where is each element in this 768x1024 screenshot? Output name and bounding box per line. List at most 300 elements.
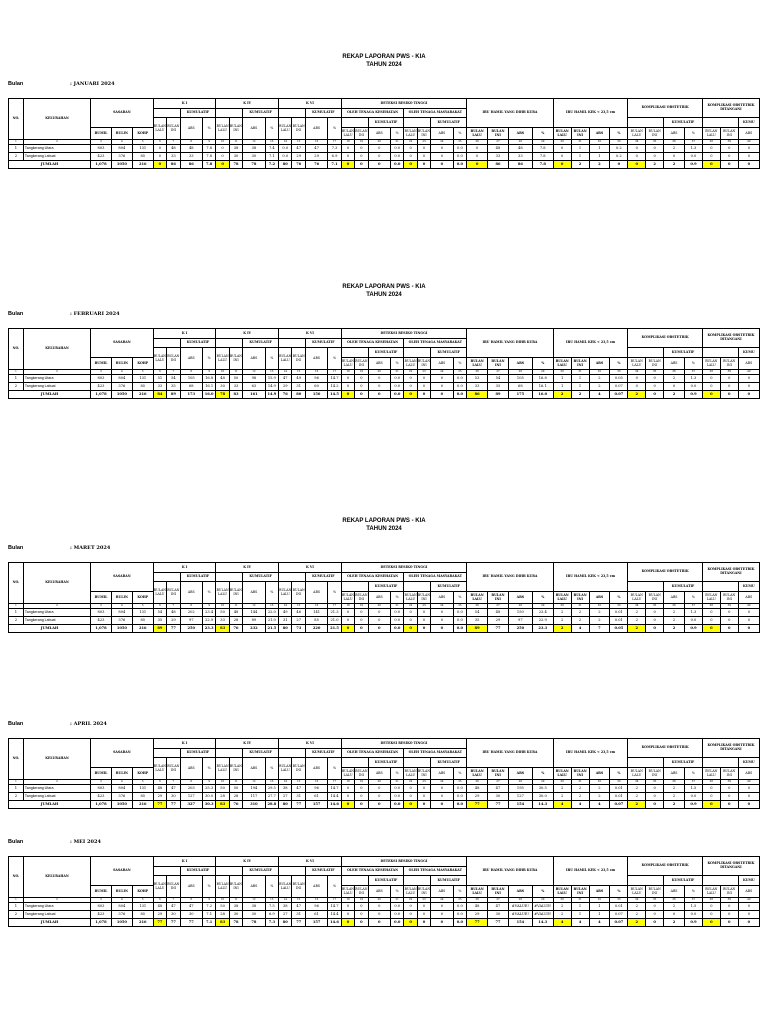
table-cell: 0 (467, 145, 488, 153)
total-cell: 0 (738, 801, 759, 809)
table-cell: 0.2 (610, 153, 628, 161)
total-cell: 89 (488, 391, 509, 399)
header-bulan-lalu: BULAN LALU (628, 886, 646, 898)
table-cell: 38 (229, 903, 242, 911)
column-number: 18 (341, 140, 354, 145)
table-cell: 0 (368, 903, 390, 911)
table-cell: 0.07 (610, 383, 628, 391)
total-cell: 0.9 (685, 161, 703, 169)
table-cell: 28 (229, 793, 242, 801)
header-kumulatif: KUMULATIF (243, 867, 279, 876)
table-cell: 0 (628, 375, 646, 383)
header-no: NO. (9, 99, 24, 140)
table-cell: 0.0 (453, 153, 467, 161)
column-number: 19 (355, 780, 368, 785)
column-number: 14 (279, 898, 292, 903)
column-number: 34 (628, 140, 646, 145)
table-cell: 0 (431, 609, 453, 617)
header-bulan-lalu: BULAN LALU (216, 758, 229, 780)
column-number: 28 (508, 898, 532, 903)
total-cell: 77 (167, 801, 180, 809)
table-cell: 376 (111, 617, 132, 625)
header-blank (628, 582, 664, 592)
header-bulin: BULIN (111, 358, 132, 370)
header-kumulatif: KUMULATIF (664, 876, 703, 886)
column-number: 25 (453, 780, 467, 785)
table-cell: 0.0 (390, 903, 403, 911)
header-bulan-lalu: BULAN LALU (467, 358, 488, 370)
table-cell: 0.01 (610, 617, 628, 625)
table-cell: 195 (508, 785, 532, 793)
column-number: 20 (368, 370, 390, 375)
table-cell: 30 (167, 793, 180, 801)
table-cell: 7.5 (265, 903, 278, 911)
header-bulan-lalu: BULAN LALU (553, 768, 571, 780)
header-abs: ABS (243, 876, 265, 898)
table-cell: 33 (153, 383, 166, 391)
header-pct: % (390, 358, 403, 370)
column-number: 36 (664, 604, 685, 609)
column-number: 1 (9, 140, 24, 145)
header-abs: ABS (368, 592, 390, 604)
column-number: 18 (341, 898, 354, 903)
table-cell: 54 (167, 375, 180, 383)
header-kumulatif: KUMULATIF (305, 339, 341, 348)
table-cell: 30 (488, 911, 509, 919)
column-number: 14 (279, 370, 292, 375)
total-cell: 0.9 (685, 625, 703, 633)
table-cell: 31 (292, 793, 305, 801)
table-cell: 30.0 (532, 793, 553, 801)
table-cell: 0 (702, 911, 720, 919)
total-cell: 0.0 (390, 161, 403, 169)
header-bulan-lalu: BULAN LALU (467, 592, 488, 604)
column-number: 6 (153, 604, 166, 609)
total-cell: 76 (229, 801, 242, 809)
header-abs: ABS (180, 582, 202, 604)
table-cell: 29 (467, 793, 488, 801)
table-cell: 30 (488, 793, 509, 801)
kelurahan-name: Tangkerang Labuai (23, 911, 90, 919)
table-cell: 0.0 (390, 375, 403, 383)
column-number: 8 (180, 140, 202, 145)
column-number: 38 (702, 898, 720, 903)
column-number: 29 (532, 604, 553, 609)
jumlah-label: JUMLAH (9, 919, 91, 927)
table-cell: 0 (404, 793, 417, 801)
column-number: 3 (91, 140, 112, 145)
header-blank (628, 118, 664, 128)
column-number: 35 (646, 370, 664, 375)
header-bulan-lalu: BULAN LALU (404, 768, 417, 780)
column-number: 13 (265, 140, 278, 145)
header-deteksi: DETEKSI RESIKO TINGGI (341, 563, 466, 573)
table-cell: 131 (132, 903, 153, 911)
header-blank (279, 109, 306, 118)
table-cell: 1 (571, 145, 589, 153)
table-cell: 6.9 (265, 911, 278, 919)
total-cell: 14.6 (328, 801, 341, 809)
total-cell: 161 (243, 391, 265, 399)
header-oleh-nakes: OLEH TENAGA KESEHATAN (341, 749, 404, 758)
header-kumulatif: KUMULATIF (243, 339, 279, 348)
header-ibu-hamil-hb: IBU HAMIL YANG DIHB KURA (467, 563, 554, 592)
total-cell: 0 (610, 161, 628, 169)
header-blank (279, 573, 306, 582)
header-abs: ABS (243, 582, 265, 604)
table-cell: 202 (180, 609, 202, 617)
header-bumil: BUMIL (91, 592, 112, 604)
header-pct: % (328, 876, 341, 898)
header-blank (216, 573, 243, 582)
header-abs: ABS (508, 592, 532, 604)
table-cell: 127 (508, 793, 532, 801)
total-cell: 0 (702, 161, 720, 169)
header-blank (153, 109, 180, 118)
header-kelurahan: KELURAHAN (23, 329, 90, 370)
header-bulan-lalu: BULAN LALU (153, 758, 166, 780)
total-cell: 89 (167, 391, 180, 399)
table-cell: 0 (368, 617, 390, 625)
table-cell: 0 (341, 911, 354, 919)
header-k4: K IV (216, 739, 279, 749)
table-cell: 1 (589, 911, 610, 919)
header-kohp: KOHP (132, 886, 153, 898)
header-abs: ABS (368, 128, 390, 140)
pws-kia-table (8, 98, 760, 169)
table-cell: 0 (702, 609, 720, 617)
header-bulan-ini: BULAN INI (646, 768, 664, 780)
column-number: 23 (417, 780, 430, 785)
column-number: 9 (202, 370, 215, 375)
header-abs: ABS (589, 886, 610, 898)
table-cell: 7.8 (202, 145, 215, 153)
header-blank (341, 348, 368, 358)
column-number: 6 (153, 140, 166, 145)
column-number: 13 (265, 780, 278, 785)
column-number: 31 (571, 140, 589, 145)
table-cell: 35 (467, 617, 488, 625)
total-cell: 76 (292, 161, 305, 169)
table-cell: 27.7 (265, 793, 278, 801)
column-number: 10 (216, 898, 229, 903)
column-number: 28 (508, 370, 532, 375)
column-number: 16 (305, 370, 327, 375)
total-cell: 86 (508, 161, 532, 169)
header-bulan-ini: BULAN INI (417, 358, 430, 370)
column-number: 31 (571, 604, 589, 609)
table-cell: 0 (628, 145, 646, 153)
column-number: 40 (738, 370, 759, 375)
pws-kia-table (8, 562, 760, 633)
table-cell: 1 (9, 903, 24, 911)
header-bulan-ini: BULAN INI (488, 358, 509, 370)
header-abs: ABS (431, 358, 453, 370)
column-number: 23 (417, 140, 430, 145)
header-pct: % (328, 118, 341, 140)
header-k6: K VI (279, 99, 342, 109)
total-cell: 4 (553, 919, 571, 927)
table-cell: 0 (720, 153, 738, 161)
total-cell: 86 (180, 161, 202, 169)
header-sasaran: SASARAN (91, 99, 154, 128)
total-cell: 14.5 (328, 391, 341, 399)
total-cell: 0 (431, 161, 453, 169)
total-cell: 0 (738, 625, 759, 633)
header-pct: % (685, 768, 703, 780)
header-pct: % (453, 358, 467, 370)
table-cell: 0 (431, 375, 453, 383)
header-bulan-ini: BULAN INI (488, 128, 509, 140)
column-number: 38 (702, 780, 720, 785)
table-cell: 2 (553, 793, 571, 801)
total-cell: 77 (167, 919, 180, 927)
table-cell: 7.8 (202, 153, 215, 161)
table-cell: 33 (180, 153, 202, 161)
total-cell: 78 (229, 919, 242, 927)
table-cell: 203 (180, 785, 202, 793)
header-bulan-ini: BULAN INI (229, 582, 242, 604)
column-number: 6 (153, 370, 166, 375)
column-number: 26 (467, 898, 488, 903)
table-cell: 14.4 (328, 793, 341, 801)
table-cell: 0 (368, 911, 390, 919)
table-cell: 23.4 (202, 609, 215, 617)
column-number: 24 (431, 140, 453, 145)
total-cell: 2 (664, 919, 685, 927)
header-pct: % (532, 358, 553, 370)
table-cell: 0 (646, 793, 664, 801)
report-title: REKAP LAPORAN PWS - KIA (342, 54, 426, 60)
total-cell: 77 (180, 919, 202, 927)
table-cell: 48 (216, 375, 229, 383)
header-bulan-ini: BULAN INI (720, 128, 738, 140)
table-cell: 61 (305, 793, 327, 801)
header-pct: % (265, 876, 278, 898)
column-number: 12 (243, 780, 265, 785)
total-cell: 0.05 (610, 625, 628, 633)
header-bulan-ini: BULAN INI (646, 358, 664, 370)
total-cell: 73 (292, 625, 305, 633)
total-cell: 7.8 (532, 161, 553, 169)
column-number: 19 (355, 140, 368, 145)
table-cell: 0 (355, 785, 368, 793)
header-k6: K VI (279, 329, 342, 339)
report-year: TAHUN 2024 (366, 62, 402, 68)
table-cell: 54 (153, 609, 166, 617)
column-number: 27 (488, 898, 509, 903)
header-kumulatif: KUMULATIF (368, 348, 404, 358)
column-number: 35 (646, 604, 664, 609)
table-cell: 2 (664, 375, 685, 383)
column-number: 3 (91, 780, 112, 785)
column-number: 29 (532, 780, 553, 785)
table-cell: 38 (229, 145, 242, 153)
total-cell: 0 (646, 625, 664, 633)
header-bulan-ini: BULAN INI (720, 358, 738, 370)
header-blank (279, 749, 306, 758)
table-cell: 423 (91, 383, 112, 391)
column-number: 18 (341, 370, 354, 375)
table-cell: 0.0 (390, 383, 403, 391)
header-ibu-hamil-kek: IBU HAMIL KEK < 23,5 cm (553, 329, 628, 358)
table-cell: 0 (664, 153, 685, 161)
total-cell: 86 (167, 161, 180, 169)
header-bulan-lalu: BULAN LALU (553, 128, 571, 140)
column-number: 34 (628, 898, 646, 903)
header-bulan-lalu: BULAN LALU (153, 582, 166, 604)
column-number: 7 (167, 370, 180, 375)
table-cell: 68 (508, 383, 532, 391)
total-cell: 78 (229, 161, 242, 169)
column-number: 39 (720, 140, 738, 145)
table-cell: 0.0 (453, 617, 467, 625)
header-blank (628, 348, 664, 358)
header-bulan-ini: BULAN INI (646, 592, 664, 604)
total-cell: 327 (180, 801, 202, 809)
header-bulan-lalu: BULAN LALU (341, 886, 354, 898)
total-cell: 1,078 (91, 919, 112, 927)
table-cell: 7.1 (202, 911, 215, 919)
table-cell: 1 (571, 375, 589, 383)
table-cell: 0.0 (453, 785, 467, 793)
total-cell: 0.0 (453, 801, 467, 809)
table-cell: 0 (417, 145, 430, 153)
column-number: 39 (720, 780, 738, 785)
total-cell: 21.5 (265, 625, 278, 633)
table-cell: 0 (341, 793, 354, 801)
table-cell: 0 (702, 793, 720, 801)
column-number: 34 (628, 780, 646, 785)
header-no: NO. (9, 563, 24, 604)
table-cell: 7.8 (532, 153, 553, 161)
table-cell: 0.0 (685, 617, 703, 625)
table-cell: 22.9 (532, 617, 553, 625)
table-cell: 0 (341, 609, 354, 617)
total-cell: 0 (702, 801, 720, 809)
table-cell: 97 (508, 617, 532, 625)
header-blank (153, 867, 180, 876)
header-bulan-ini: BULAN INI (355, 592, 368, 604)
table-cell: 0 (702, 785, 720, 793)
header-abs: ABS (738, 128, 759, 140)
header-bulan-lalu: BULAN LALU (341, 128, 354, 140)
header-kumulatif: KUMULATIF (431, 582, 467, 592)
header-bulan-lalu: BULAN LALU (702, 768, 720, 780)
total-row (9, 801, 760, 809)
table-cell: 0.05 (610, 375, 628, 383)
table-cell: 85 (305, 617, 327, 625)
total-cell: 0 (628, 161, 646, 169)
table-cell: 48 (229, 609, 242, 617)
total-cell: 0 (738, 161, 759, 169)
table-cell: 0.0 (685, 911, 703, 919)
total-cell: 0.0 (453, 161, 467, 169)
header-abs: ABS (243, 118, 265, 140)
table-cell: 30 (243, 911, 265, 919)
table-cell: 47 (167, 903, 180, 911)
total-cell: 1,078 (91, 161, 112, 169)
table-cell: 1 (589, 903, 610, 911)
table-cell: 7.4 (265, 145, 278, 153)
header-bulan-lalu: BULAN LALU (404, 358, 417, 370)
column-number: 10 (216, 780, 229, 785)
table-cell: 0 (404, 785, 417, 793)
header-abs: ABS (738, 886, 759, 898)
header-bulan-ini: BULAN INI (720, 886, 738, 898)
header-blank (628, 758, 664, 768)
header-blank (279, 867, 306, 876)
header-pct: % (685, 128, 703, 140)
column-number: 3 (91, 898, 112, 903)
bulan-label (8, 81, 115, 87)
column-number: 12 (243, 604, 265, 609)
header-kelurahan: KELURAHAN (23, 563, 90, 604)
table-cell: 0 (702, 153, 720, 161)
table-cell: 0 (702, 617, 720, 625)
header-pct: % (685, 886, 703, 898)
total-cell: 89 (467, 625, 488, 633)
total-cell: 0 (646, 801, 664, 809)
report-year: TAHUN 2024 (366, 526, 402, 532)
header-bulan-ini: BULAN INI (292, 876, 305, 898)
column-number: 27 (488, 140, 509, 145)
total-cell: 4 (571, 919, 589, 927)
header-pct: % (390, 128, 403, 140)
header-kumulatif: KUMULATIF (431, 758, 467, 768)
header-pct: % (610, 768, 628, 780)
column-number: 7 (167, 140, 180, 145)
total-cell: 0.07 (610, 391, 628, 399)
header-k6: K VI (279, 739, 342, 749)
header-pct: % (328, 348, 341, 370)
header-blank (216, 867, 243, 876)
total-cell: 76 (305, 161, 327, 169)
table-cell: 0 (341, 785, 354, 793)
header-kumulatif: KUMULATIF (368, 876, 404, 886)
total-cell: 80 (279, 919, 292, 927)
header-abs: ABS (664, 886, 685, 898)
column-number: 13 (265, 370, 278, 375)
total-cell: 0 (368, 801, 390, 809)
table-cell: 803 (91, 375, 112, 383)
table-cell: 127 (180, 793, 202, 801)
column-number: 11 (229, 898, 242, 903)
total-cell: 2 (664, 161, 685, 169)
table-cell: 7.1 (265, 153, 278, 161)
table-cell: 48 (153, 785, 166, 793)
table-cell: 1 (553, 375, 571, 383)
header-pct: % (610, 128, 628, 140)
column-number: 1 (9, 898, 24, 903)
table-cell: 1 (9, 145, 24, 153)
column-number: 8 (180, 780, 202, 785)
table-cell: 0 (341, 903, 354, 911)
table-cell: 48 (167, 609, 180, 617)
table-cell: 51 (153, 375, 166, 383)
header-bulan-ini: BULAN INI (571, 768, 589, 780)
header-oleh-nakes: OLEH TENAGA KESEHATAN (341, 339, 404, 348)
header-abs: ABS (368, 358, 390, 370)
header-bulan-ini: BULAN INI (167, 118, 180, 140)
table-row (9, 609, 760, 617)
total-cell: 0 (417, 801, 430, 809)
jumlah-label: JUMLAH (9, 391, 91, 399)
header-bulan-ini: BULAN INI (646, 886, 664, 898)
table-cell: 29 (153, 911, 166, 919)
column-number: 13 (265, 604, 278, 609)
table-cell: 1 (571, 911, 589, 919)
